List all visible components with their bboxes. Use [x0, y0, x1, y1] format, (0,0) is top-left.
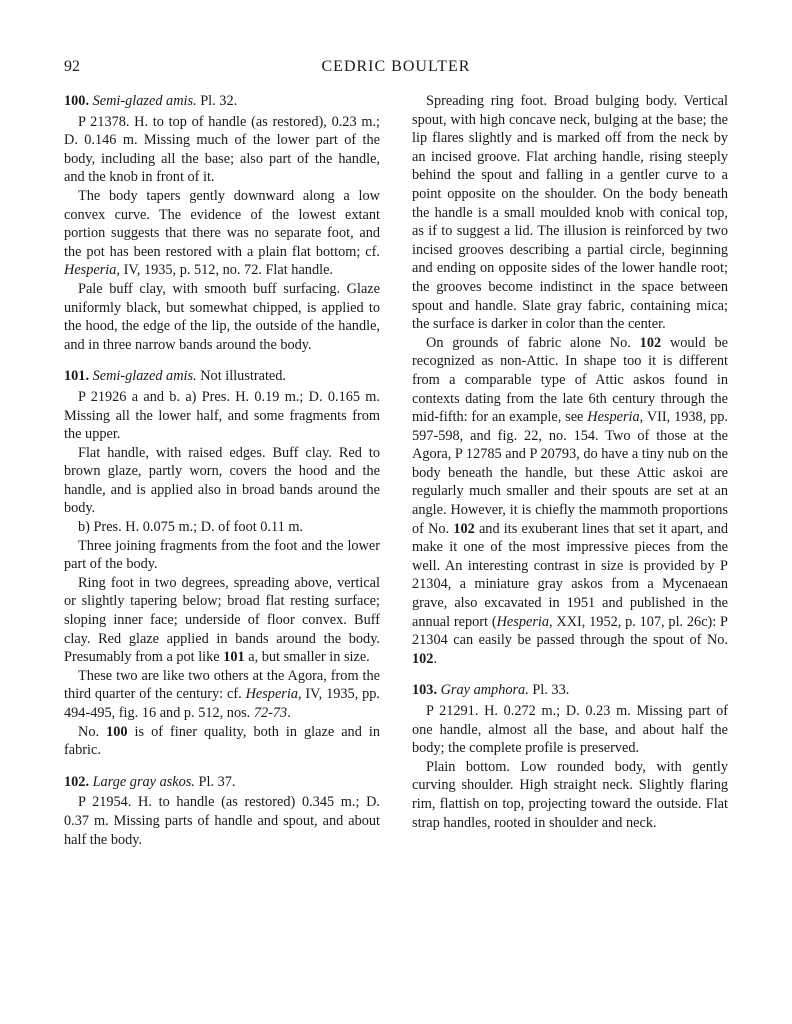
entry-101-para-2: Flat handle, with raised edges. Buff clay. Red to brown glaze, partly worn, covers the hood and the handle, and is applied also in broad bands around the body. — [64, 444, 380, 517]
entry-number: 102. — [64, 773, 90, 790]
entry-102-para-1: P 21954. H. to handle (as restored) 0.345 m.; D. 0.37 m. Missing parts of handle and spout, and about half the body. — [64, 794, 380, 848]
entry-title: Gray amphora. — [440, 682, 529, 699]
entry-103-para-1: P 21291. H. 0.272 m.; D. 0.23 m. Missing part of one handle, almost all the base, and about half the body; the complete profile is preserved. — [412, 703, 728, 757]
entry-101-heading — [64, 367, 380, 386]
entry-title: Semi-glazed amis. — [92, 93, 197, 109]
running-header-author: CEDRIC BOULTER — [321, 58, 471, 75]
entry-title: Semi-glazed amis. — [92, 368, 197, 385]
entry-plate: Pl. 33. — [528, 682, 570, 699]
page-number: 92 — [64, 58, 80, 75]
entry-102-para-2: Spreading ring foot. Broad bulging body. Vertical spout, with high concave neck, bulging at the base; the lip flares slightly and is marked off from the neck by an incised groove. Flat arching handle, rising steeply behind the spout and falling in a gentler curve to a point opposite on the shoulder. On the body beneath the handle is a small moulded knob with conical top, as if to suggest a lid. The illusion is reinforced by two incised grooves describing a partial circle, beginning and ending on opposite sides of the lower handle root; the grooves become indistinct in the space between spout and handle. Slate gray fabric, containing mica; the surface is darker in color than the center. — [412, 93, 728, 333]
entry-103-heading — [412, 681, 728, 700]
entry-102-heading — [64, 773, 380, 792]
entry-number: 103. — [412, 682, 438, 699]
entry-title: Large gray askos. — [92, 773, 195, 790]
entry-plate: Not illustrated. — [196, 368, 286, 385]
entry-100-para-2: The body tapers gently downward along a low convex curve. The evidence of the lowest extant portion suggests that there was no separate foot, and the pot has been restored with a plain flat bottom; cf. Hesperia, IV, 1935, p. 512, no. 72. Flat handle. — [64, 187, 380, 279]
entry-101-para-3: b) Pres. H. 0.075 m.; D. of foot 0.11 m. — [78, 519, 304, 536]
right-column — [412, 92, 728, 832]
entry-103-para-2: Plain bottom. Low rounded body, with gently curving shoulder. High straight neck. Slightly flaring rim, flattish on top, projecting toward the outside. Flat strap handles, rooted in shoulder and neck. — [412, 758, 728, 831]
entry-101-para-6: These two are like two others at the Agora, from the third quarter of the century: cf. Hesperia, IV, 1935, pp. 494-495, fig. 16 and p. 512, nos. 72-73. — [64, 667, 381, 721]
entry-number: 100. — [64, 93, 90, 109]
entry-101-para-5: Ring foot in two degrees, spreading above, vertical or slightly tapering below; broad flat resting surface; sloping inner face; underside of floor convex. Buff clay. Red glaze applied in bands around the body. Presumably from a pot like 101 a, but smaller in size. — [64, 574, 380, 666]
left-column — [64, 92, 380, 849]
entry-102-para-3: On grounds of fabric alone No. 102 would be recognized as non-Attic. In shape too it is different from a comparable type of Attic askos found in contexts dating from the late 6th century through the mid-fifth: for an example, see Hesperia, VII, 1938, pp. 597-598, and fig. 22, no. 154. Two of those at the Agora, P 12785 and P 20793, do have a tiny nub on the body beneath the handle, but these Attic askoi are regularly much smaller and their spouts are set at an angle. However, it is chiefly the mammoth proportions of No. 102 and its exuberant lines that set it apart, and make it one of the most impressive pieces from the well. An interesting contrast in size is provided by P 21304, a miniature gray askos from a Mycenaean grave, also excavated in 1951 and published in the annual report (Hesperia, XXI, 1952, p. 107, pl. 26c): P 21304 can easily be passed through the spout of No. 102. — [412, 334, 729, 667]
entry-100-para-1: P 21378. H. to top of handle (as restored), 0.23 m.; D. 0.146 m. Missing much of the lower part of the body, including all the base; also part of the handle, and the knob in front of it. — [64, 113, 380, 186]
entry-100-para-3: Pale buff clay, with smooth buff surfacing. Glaze uniformly black, but somewhat chipped, is applied to the hood, the edge of the lip, the outside of the handle, and in three narrow bands around the body. — [64, 280, 380, 353]
entry-101-para-7: No. 100 is of finer quality, both in glaze and in fabric. — [64, 723, 380, 759]
entry-101-para-1: P 21926 a and b. a) Pres. H. 0.19 m.; D. 0.165 m. Missing all the lower half, and some fragments from the upper. — [64, 388, 380, 443]
entry-plate: Pl. 32. — [196, 93, 238, 109]
entry-101-para-4: Three joining fragments from the foot and the lower part of the body. — [64, 537, 380, 573]
entry-plate: Pl. 37. — [194, 773, 236, 790]
entry-number: 101. — [64, 368, 90, 385]
entry-100-heading — [64, 92, 380, 111]
